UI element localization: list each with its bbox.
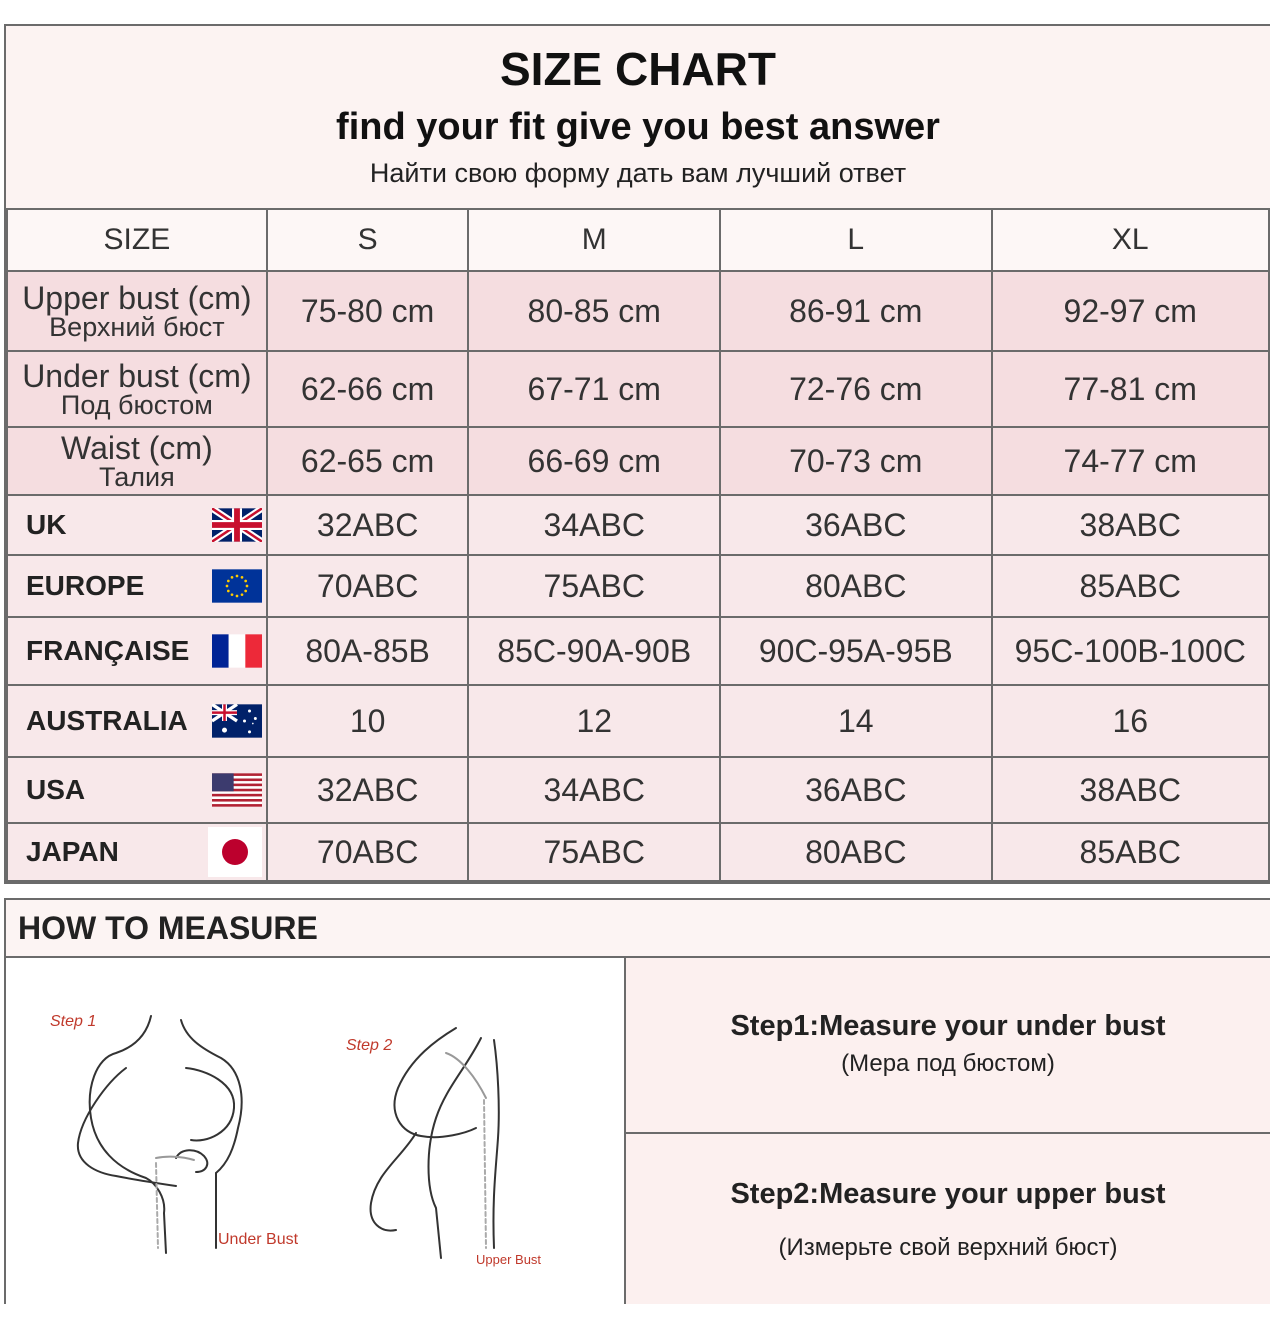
table-row [7,823,1269,881]
table-cell: 80ABC [720,555,991,617]
table-cell: 66-69 cm [468,427,720,495]
eu-flag-icon [212,569,262,603]
table-row [7,495,1269,555]
table-cell: 92-97 cm [992,271,1270,351]
row-label-uk [7,495,267,555]
table-row [7,271,1269,351]
how-to-measure-section [4,898,1270,1304]
table-cell: 62-65 cm [267,427,469,495]
japan-flag-icon [208,827,262,877]
size-header-xl: XL [992,209,1270,271]
row-label-francaise [7,617,267,685]
table-cell: 85ABC [992,555,1270,617]
step2-tag: Step 2 [346,1037,393,1054]
table-cell: 75ABC [468,555,720,617]
row-label-russian: Талия [99,461,175,492]
table-cell: 38ABC [992,757,1270,823]
measure-illustration [6,958,626,1304]
row-label-japan [7,823,267,881]
table-cell: 70ABC [267,555,469,617]
table-cell: 34ABC [468,495,720,555]
table-row [7,351,1269,427]
size-chart-header [6,26,1270,210]
table-cell: 77-81 cm [992,351,1270,427]
table-cell: 75ABC [468,823,720,881]
size-table [6,208,1270,882]
how-to-measure-header [6,900,1270,958]
row-label-text: AUSTRALIA [26,705,188,736]
table-row [7,685,1269,757]
row-label-russian: Верхний бюст [49,311,225,342]
uk-flag-icon [212,508,262,542]
size-header-label: SIZE [7,209,267,271]
australia-flag-icon [212,704,262,738]
table-cell: 34ABC [468,757,720,823]
step1-tag: Step 1 [50,1013,97,1030]
table-cell: 70ABC [267,823,469,881]
row-label-text: JAPAN [26,836,119,867]
step2-text-russian: (Измерьте свой верхний бюст) [778,1234,1118,1261]
table-cell: 67-71 cm [468,351,720,427]
size-header-row [7,209,1269,271]
under-bust-caption: Under Bust [218,1231,299,1248]
step1-text-russian: (Мера под бюстом) [841,1050,1055,1077]
table-cell: 72-76 cm [720,351,991,427]
table-row [7,427,1269,495]
usa-flag-icon [212,773,262,807]
table-cell: 32ABC [267,495,469,555]
row-label-usa [7,757,267,823]
upper-bust-caption: Upper Bust [476,1252,542,1267]
table-row [7,555,1269,617]
row-label-text: FRANÇAISE [26,635,190,666]
table-cell: 80A-85B [267,617,469,685]
size-header-l: L [720,209,991,271]
row-label-under-bust [7,351,267,427]
row-label-upper-bust [7,271,267,351]
step1-text: Step1:Measure your under bust [730,1010,1166,1042]
page-title: SIZE CHART [500,43,776,95]
table-cell: 12 [468,685,720,757]
table-cell: 74-77 cm [992,427,1270,495]
table-cell: 14 [720,685,991,757]
table-cell: 32ABC [267,757,469,823]
row-label-europe [7,555,267,617]
table-cell: 90C-95A-95B [720,617,991,685]
table-cell: 10 [267,685,469,757]
row-label-australia [7,685,267,757]
row-label-text: Under bust (cm) [22,357,252,394]
row-label-text: Waist (cm) [61,429,213,466]
table-cell: 36ABC [720,495,991,555]
table-cell: 86-91 cm [720,271,991,351]
row-label-text: Upper bust (cm) [22,279,252,316]
size-header-m: M [468,209,720,271]
row-label-russian: Под бюстом [60,389,213,420]
measure-steps [626,958,1270,1304]
row-label-waist [7,427,267,495]
table-cell: 36ABC [720,757,991,823]
france-flag-icon [212,634,262,668]
step2-box [626,1134,1270,1304]
table-cell: 62-66 cm [267,351,469,427]
table-cell: 16 [992,685,1270,757]
page-subtitle: find your fit give you best answer [336,106,940,148]
step2-text: Step2:Measure your upper bust [730,1178,1166,1210]
size-chart [4,24,1270,884]
table-cell: 95C-100B-100C [992,617,1270,685]
page-subtitle-russian: Найти свою форму дать вам лучший ответ [369,158,907,188]
table-cell: 85ABC [992,823,1270,881]
size-header-s: S [267,209,469,271]
table-row [7,757,1269,823]
table-cell: 70-73 cm [720,427,991,495]
step1-box [626,958,1270,1134]
row-label-text: UK [26,509,67,540]
row-label-text: EUROPE [26,570,145,601]
table-cell: 75-80 cm [267,271,469,351]
table-cell: 80ABC [720,823,991,881]
table-row [7,617,1269,685]
how-to-measure-title: HOW TO MEASURE [18,910,318,946]
table-cell: 80-85 cm [468,271,720,351]
table-cell: 85C-90A-90B [468,617,720,685]
measure-sketch [6,958,624,1304]
table-cell: 38ABC [992,495,1270,555]
row-label-text: USA [26,774,86,805]
